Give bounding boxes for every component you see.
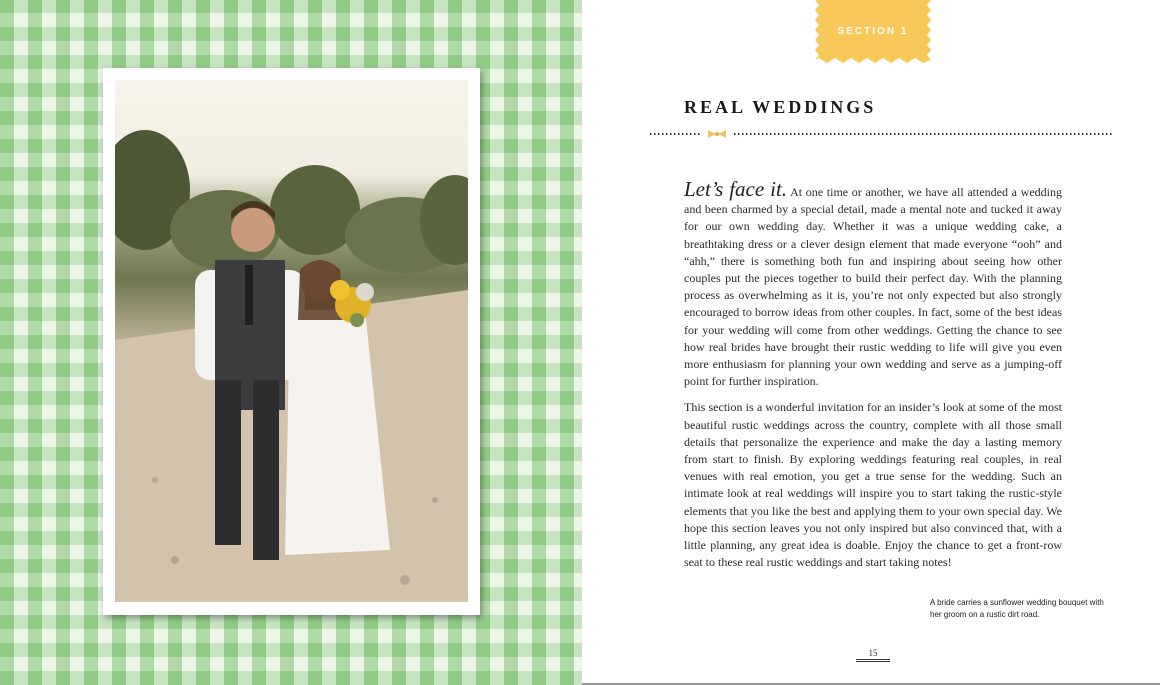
page-number: 15: [856, 648, 890, 662]
text-page: [582, 0, 1160, 685]
paragraph-1-text: At one time or another, we have all attended a wedding and been charmed by a special detail, made a mental note and tucked it away for our own wedding day. Whether it was a unique wedding cake, a breathtaking dress or a clever design element that made everyone “ooh” and “ahh,” there is something both fun and inspiring about seeing how other couples put the pieces together to build their perfect day. With the planning process as overwhelming as it is, you’re not only expected but also strongly encouraged to borrow ideas from other couples. In fact, some of the best ideas for your wedding will come from other weddings. Getting the chance to see how real brides have brought their rustic wedding to life will give you even more enthusiasm for planning your own wedding and serve as a jumping-off point for further inspiration.: [684, 185, 1062, 389]
wedding-photo: [115, 80, 468, 602]
bow-icon: [708, 130, 726, 138]
paragraph-2: This section is a wonderful invitation for an insider’s look at some of the most beautiful rustic weddings across the country, complete with all those small details that personalize the experience and make the day a lasting memory from start to finish. By exploring weddings featuring real couples, in real venues with real emotion, you get a true sense for the wedding. Such an intimate look at real weddings will inspire you to start taking the rustic-style elements that you like the best and applying them to your own special day. We hope this section leaves you not only inspired but also convinced that, with a little planning, any great idea is doable. Enjoy the chance to get a front-row seat to these real rustic weddings and start taking notes!: [684, 400, 1062, 570]
photo-caption: A bride carries a sunflower wedding bouquet with her groom on a rustic dirt road.: [930, 598, 1104, 619]
lead-in: Let’s face it.: [684, 177, 788, 201]
paragraph-1: [684, 177, 1062, 390]
couple-illustration: [115, 80, 468, 602]
page-title: REAL WEDDINGS: [684, 97, 877, 117]
section-tab: [815, 0, 931, 63]
article-body: [684, 177, 1062, 580]
photo-frame: [103, 68, 480, 615]
dotted-divider: [650, 127, 1114, 141]
section-label: SECTION 1: [837, 26, 909, 37]
